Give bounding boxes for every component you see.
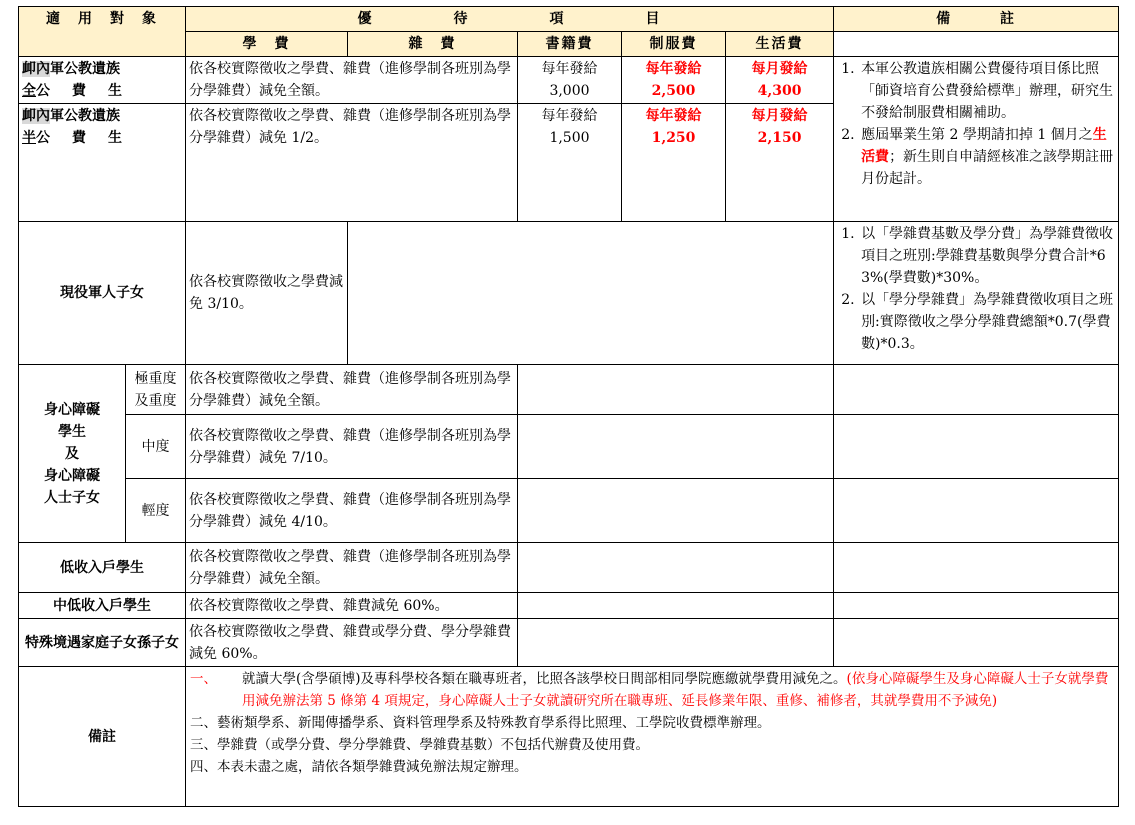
row-low-income-notes: [834, 543, 1119, 593]
footer-remarks: [186, 667, 1119, 807]
benefits-table: [18, 6, 1119, 807]
row-military-label: 現役軍人子女: [19, 222, 186, 365]
row-military-fee: 依各校實際徵收之學費減免 3/10。: [186, 222, 348, 365]
row-half-label: [19, 104, 186, 222]
disabled-mild-empty: [518, 479, 834, 543]
row-special-notes: [834, 619, 1119, 667]
disabled-mild-notes: [834, 479, 1119, 543]
row-low-income-empty: [518, 543, 834, 593]
footer-item1-num: 一、: [190, 671, 217, 687]
disabled-severe-fee: 依各校實際徵收之學費、雜費（進修學制各班別為學分學雜費）減免全額。: [186, 365, 518, 415]
half-label-underline: 半: [22, 130, 36, 146]
gov-note-2b: 生活費: [861, 127, 1107, 165]
disabled-moderate-label: 中度: [126, 415, 186, 479]
half-label-b: 公 費 生: [36, 130, 126, 146]
footer-item3: 三、學雜費（或學分費、學分學雜費、學雜費基數）不包括代辦費及使用費。: [190, 737, 649, 753]
header-remarks: 備 註: [834, 7, 1119, 32]
full-living-1: 每月發給: [751, 61, 808, 77]
row-mid-low-fee: 依各校實際徵收之學費、雜費減免 60%。: [186, 593, 518, 619]
gov-notes: [834, 57, 1119, 222]
gov-note-2c: ；新生則自申請經核准之該學期註冊月份起計。: [861, 149, 1114, 187]
row-full-books: [518, 57, 622, 104]
row-half-uniform: [622, 104, 726, 222]
header-tuition: 學 費: [186, 32, 348, 57]
disabled-moderate-notes: [834, 415, 1119, 479]
half-books-2: 1,500: [549, 130, 590, 146]
disabled-label-2: 學生: [58, 423, 86, 440]
disabled-label-1: 身心障礙: [44, 401, 100, 418]
full-label-underline: 全: [22, 83, 36, 99]
header-books: 書籍費: [518, 32, 622, 57]
full-label-highlight: 卹內: [22, 61, 50, 77]
military-note-1: 1. 以「學雜費基數及學分費」為學雜費徵收項目之班別:學雜費基數與學分費合計*63%(學費數)*30%。: [859, 223, 1115, 289]
military-note-2: 2. 以「學分學雜費」為學雜費徵收項目之班別:實際徵收之學分學雜費總額*0.7(學費數)*0.3。: [859, 289, 1115, 355]
header-empty: [834, 32, 1119, 57]
disabled-mild-label: 輕度: [126, 479, 186, 543]
half-living-1: 每月發給: [751, 108, 808, 124]
row-special-label: 特殊境遇家庭子女孫子女: [19, 619, 186, 667]
header-uniform: 制服費: [622, 32, 726, 57]
row-half-books: [518, 104, 622, 222]
full-books-2: 3,000: [549, 83, 590, 99]
footer-item4: 四、本表未盡之處，請依各類學雜費減免辦法規定辦理。: [190, 759, 528, 775]
half-books-1: 每年發給: [541, 108, 598, 124]
half-uniform-2: 1,250: [651, 130, 696, 146]
row-mid-low-label: 中低收入戶學生: [19, 593, 186, 619]
row-full-living: [726, 57, 834, 104]
row-mid-low-notes: [834, 593, 1119, 619]
row-half-fee: 依各校實際徵收之學費、雜費（進修學制各班別為學分學雜費）減免 1/2。: [186, 104, 518, 222]
disabled-severe-notes: [834, 365, 1119, 415]
military-notes: [834, 222, 1119, 365]
disabled-moderate-empty: [518, 415, 834, 479]
disabled-label-5: 人士子女: [44, 489, 100, 506]
full-living-2: 4,300: [757, 83, 802, 99]
severe-2: 及重度: [134, 392, 177, 409]
disabled-severe-label: [126, 365, 186, 415]
disabled-label-3: 及: [65, 445, 79, 462]
full-label-a: 軍公教遺族: [50, 61, 120, 77]
row-disabled-label: [19, 365, 126, 543]
row-military-empty: [348, 222, 834, 365]
row-low-income-fee: 依各校實際徵收之學費、雜費（進修學制各班別為學分學雜費）減免全額。: [186, 543, 518, 593]
footer-item2: 二、藝術類學系、新聞傳播學系、資料管理學系及特殊教育學系得比照理、工學院收費標準辦理。: [190, 715, 771, 731]
row-full-uniform: [622, 57, 726, 104]
half-label-highlight: 卹內: [22, 108, 50, 124]
gov-note-2a: 應屆畢業生第 2 學期請扣掉 1 個月之: [861, 127, 1093, 143]
half-living-2: 2,150: [757, 130, 802, 146]
row-full-label: [19, 57, 186, 104]
row-special-fee: 依各校實際徵收之學費、雜費或學分費、學分學雜費減免 60%。: [186, 619, 518, 667]
row-mid-low-empty: [518, 593, 834, 619]
header-living: 生活費: [726, 32, 834, 57]
row-half-living: [726, 104, 834, 222]
disabled-severe-empty: [518, 365, 834, 415]
row-low-income-label: 低收入戶學生: [19, 543, 186, 593]
full-uniform-1: 每年發給: [645, 61, 702, 77]
gov-note-2: [859, 124, 1115, 190]
footer-item1-text: 就讀大學(含學碩博)及專科學校各類在職專班者，比照各該學校日間部相同學院應繳就學費用減免之。: [242, 671, 847, 687]
footer-item1-red: (依身心障礙學生及身心障礙人士子女就學費用減免辦法第 5 條第 4 項規定，身心障礙人士子女就讀研究所在職專班、延長修業年限、重修、補修者，其就學費用不予減免): [242, 671, 1109, 709]
header-target: 適 用 對 象: [19, 7, 186, 57]
disabled-label-4: 身心障礙: [44, 467, 100, 484]
half-uniform-1: 每年發給: [645, 108, 702, 124]
row-special-empty: [518, 619, 834, 667]
header-misc: 雜 費: [348, 32, 518, 57]
full-uniform-2: 2,500: [651, 83, 696, 99]
footer-label: 備註: [19, 667, 186, 807]
gov-note-1: 1. 本軍公教遺族相關公費優待項目係比照「師資培育公費發給標準」辦理，研究生不發給制服費相關補助。: [859, 58, 1115, 124]
disabled-moderate-fee: 依各校實際徵收之學費、雜費（進修學制各班別為學分學雜費）減免 7/10。: [186, 415, 518, 479]
footer-item1: [242, 668, 1115, 712]
severe-1: 極重度: [134, 370, 177, 387]
full-label-b: 公 費 生: [36, 83, 126, 99]
row-full-fee: 依各校實際徵收之學費、雜費（進修學制各班別為學分學雜費）減免全額。: [186, 57, 518, 104]
half-label-a: 軍公教遺族: [50, 108, 120, 124]
full-books-1: 每年發給: [541, 61, 598, 77]
header-benefits: 優 待 項 目: [186, 7, 834, 32]
disabled-mild-fee: 依各校實際徵收之學費、雜費（進修學制各班別為學分學雜費）減免 4/10。: [186, 479, 518, 543]
